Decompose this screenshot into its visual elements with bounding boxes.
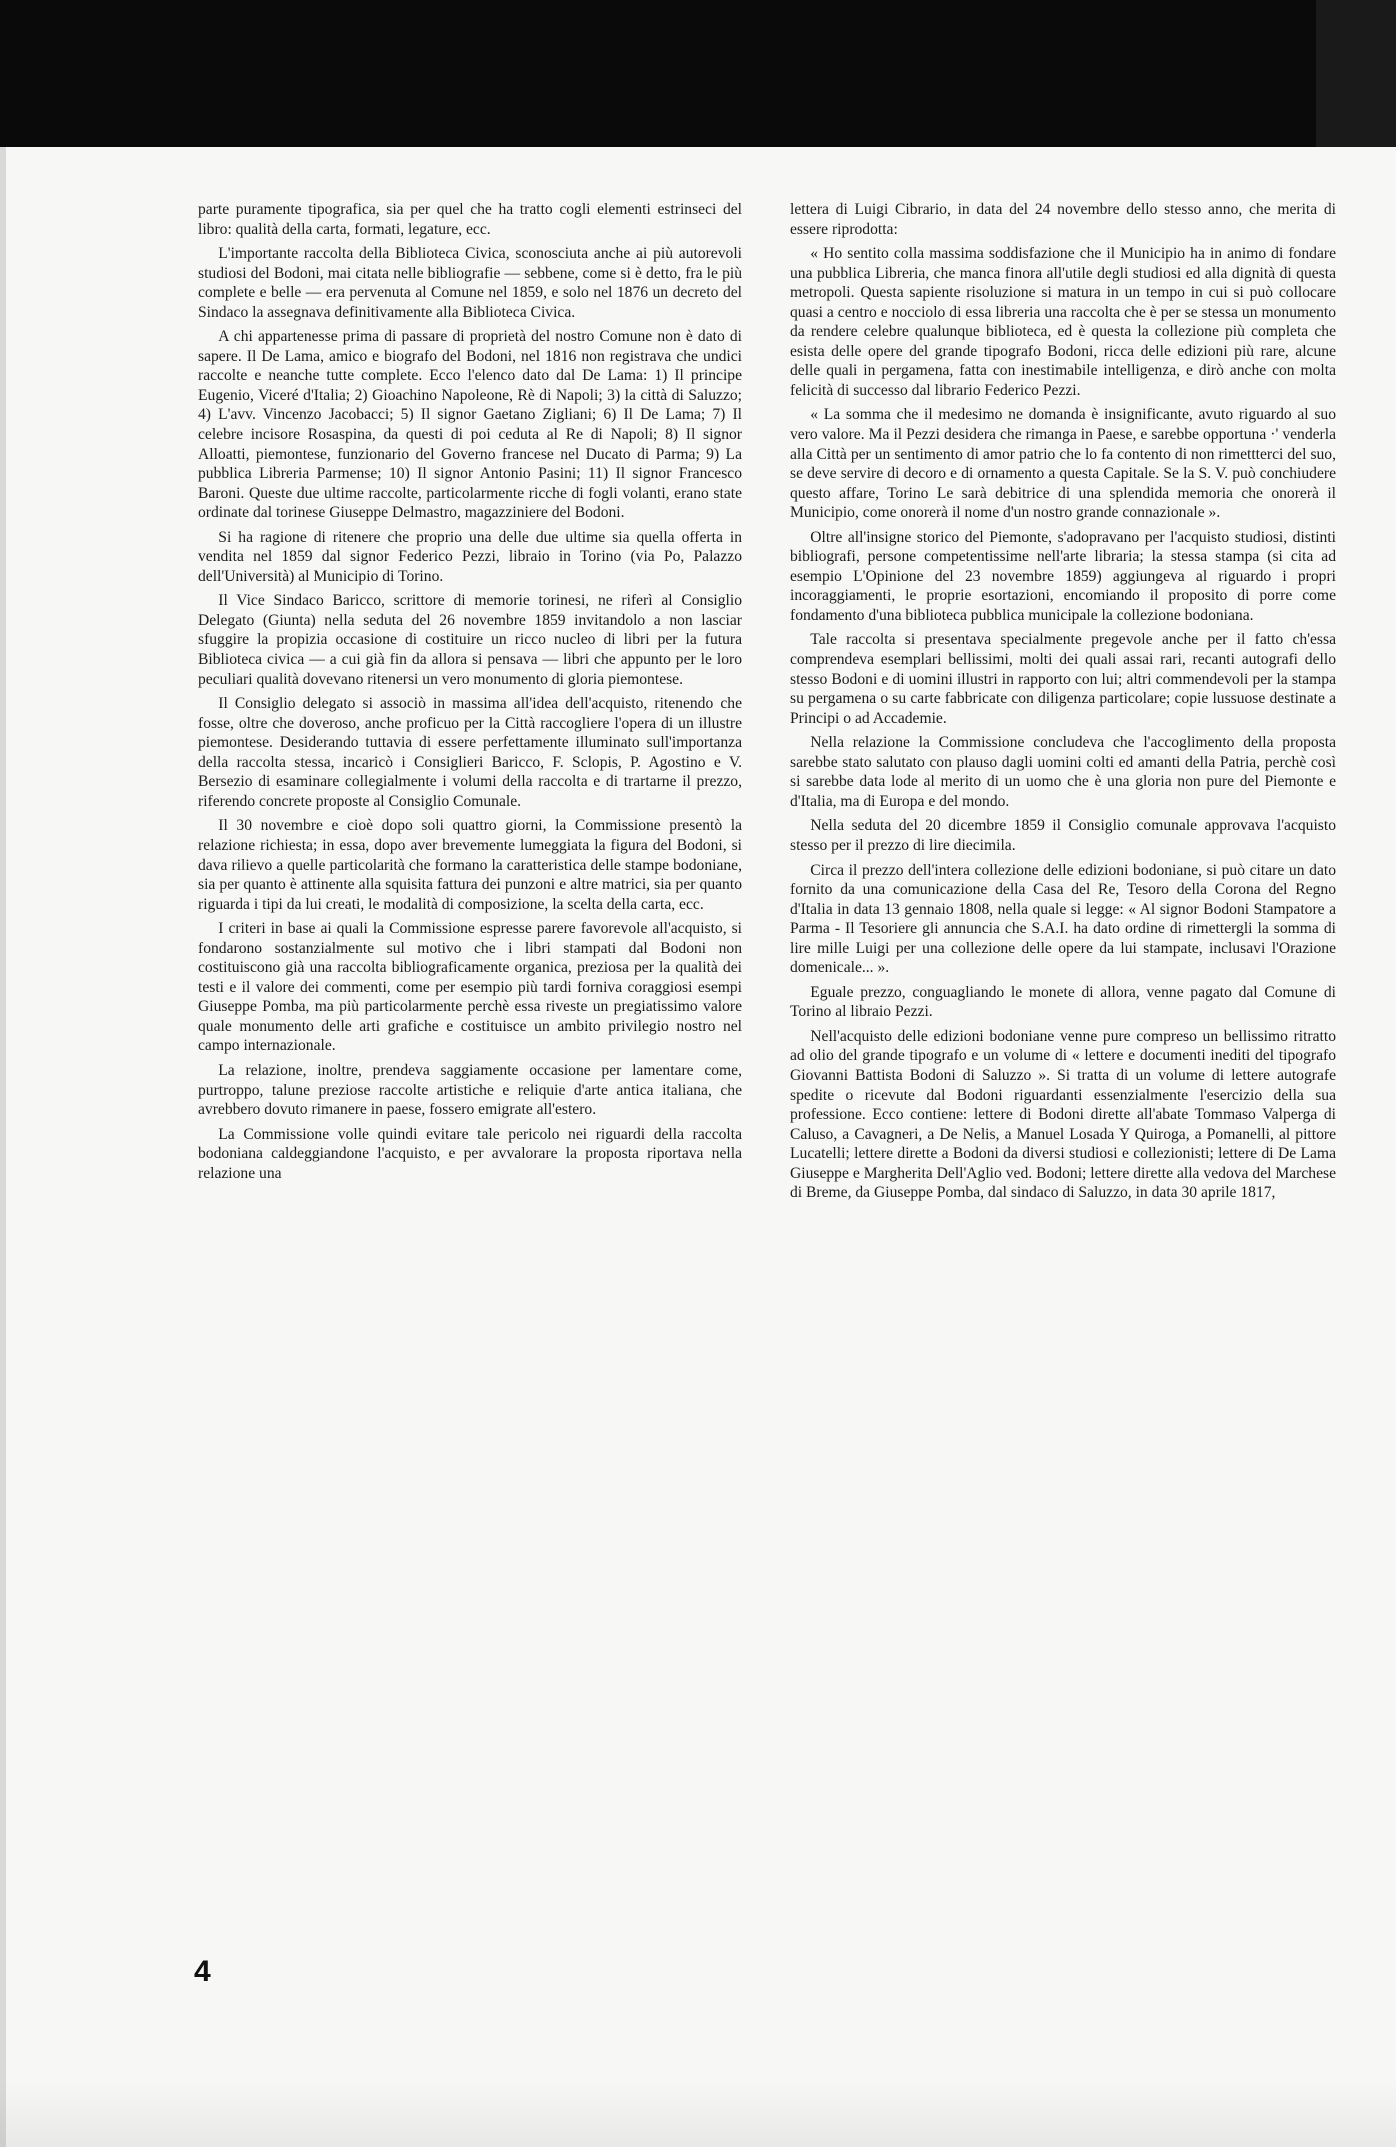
left-text-column — [198, 200, 742, 1188]
paragraph: Nell'acquisto delle edizioni bodoniane venne pure compreso un bellissimo ritratto ad olio del grande tipografo e un volume di « lettere e documenti inediti del tipografo Giovanni Battista Bodoni di Saluzzo ». Si tratta di un volume di lettere autografe spedite o ricevute dal Bodoni riguardanti essenzialmente l'esercizio della sua professione. Ecco contiene: lettere di Bodoni dirette all'abate Tommaso Valperga di Caluso, a Cavagneri, a De Nelis, a Manuel Losada Y Quiroga, a Pomanelli, al pittore Lucatelli; lettere dirette a Bodoni da diversi studiosi e collezionisti; lettere di De Lama Giuseppe e Margherita Dell'Aglio ved. Bodoni; lettere dirette alla vedova del Marchese di Breme, da Giuseppe Pomba, dal sindaco di Saluzzo, in data 30 aprile 1817, — [790, 1027, 1336, 1202]
paragraph: La Commissione volle quindi evitare tale pericolo nei riguardi della raccolta bodoniana caldeggiandone l'acquisto, e per avvalorare la proposta riportava nella relazione una — [198, 1125, 742, 1182]
quoted-letter-paragraph: « Ho sentito colla massima soddisfazione che il Municipio ha in animo di fondare una pubblica Libreria, che manca finora all'utile degli studiosi ed alla dignità di questa metropoli. Questa sapiente risoluzione si matura in un tempo in cui si può collocare quasi a centro e nocciolo di essa libreria una raccolta che è per se stessa un monumento da rendere celebre qualunque biblioteca, ed è questa la collezione più completa che esista delle opere del grande tipografo Bodoni, ricca delle edizioni più rare, alcune delle quali in pergamena, fatta con inestimabile intelligenza, e dirò anche con molta felicità di successo dal librario Federico Pezzi. — [790, 245, 1336, 399]
paragraph: parte puramente tipografica, sia per quel che ha tratto cogli elementi estrinseci del libro: qualità della carta, formati, legature, ecc. — [198, 201, 742, 238]
paragraph: Nella seduta del 20 dicembre 1859 il Consiglio comunale approvava l'acquisto stesso per il prezzo di lire diecimila. — [790, 817, 1336, 854]
paragraph: Il Consiglio delegato si associò in massima all'idea dell'acquisto, ritenendo che fosse, oltre che doveroso, anche proficuo per la Città raccogliere l'opera di un illustre piemontese. Desiderando tuttavia di essere perfettamente illuminato sull'importanza della raccolta stessa, incaricò i Consiglieri Baricco, F. Sclopis, P. Agostino e V. Bersezio di esaminare collegialmente i volumi della raccolta e di trartarne il prezzo, riferendo concrete proposte al Consiglio Comunale. — [198, 695, 742, 810]
paragraph: Eguale prezzo, conguagliando le monete di allora, venne pagato dal Comune di Torino al libraio Pezzi. — [790, 983, 1336, 1021]
scan-left-edge — [0, 147, 6, 2147]
paragraph: Il 30 novembre e cioè dopo soli quattro giorni, la Commissione presentò la relazione richiesta; in essa, dopo aver brevemente lumeggiata la figura del Bodoni, si dava rilievo a quelle particolarità che formano la caratteristica delle stampe bodoniane, sia per quanto è attinente alla squisita fattura dei punzoni e altre matrici, sia per quanto riguarda i tipi da lui creati, le modalità di composizione, la scelta della carta, ecc. — [198, 817, 742, 913]
paragraph: Il Vice Sindaco Baricco, scrittore di memorie torinesi, ne riferì al Consiglio Delegato (Giunta) nella seduta del 26 novembre 1859 invitandolo a non lasciar sfuggire la propizia occasione di costituire un ricco nucleo di libri per la futura Biblioteca civica — a cui già fin da allora si pensava — libri che appunto per le loro peculiari qualità dovevano ritenersi un vero monumento di gloria piemontese. — [198, 592, 742, 688]
paragraph: A chi appartenesse prima di passare di proprietà del nostro Comune non è dato di sapere. Il De Lama, amico e biografo del Bodoni, nel 1816 non registrava che undici raccolte e neanche tutte complete. Ecco l'elenco dato dal De Lama: 1) Il principe Eugenio, Viceré d'Italia; 2) Gioachino Napoleone, Rè di Napoli; 3) la città di Saluzzo; 4) L'avv. Vincenzo Jacobacci; 5) Il signor Gaetano Zigliani; 6) Il De Lama; 7) Il celebre incisore Rosaspina, da questi di poi ceduta al Re di Napoli; 8) Il signor Alloatti, piemontese, funzionario del Governo francese nel Ducato di Parma; 9) La pubblica Libreria Parmense; 10) Il signor Antonio Pasini; 11) Il signor Francesco Baroni. Queste due ultime raccolte, particolarmente ricche di fogli volanti, erano state ordinate dal torinese Giuseppe Delmastro, magazziniere del Bodoni. — [198, 328, 742, 522]
paragraph: Nella relazione la Commissione concludeva che l'accoglimento della proposta sarebbe stato salutato con plauso dagli uomini colti ed amanti della Patria, perchè così si sarebbe data lode al merito di un uomo che è una gloria non pure del Piemonte e d'Italia, ma di Europa e del mondo. — [790, 734, 1336, 810]
right-text-column — [790, 200, 1336, 1208]
paragraph: I criteri in base ai quali la Commissione espresse parere favorevole all'acquisto, si fondarono sostanzialmente sul motivo che i libri stampati dal Bodoni non costituiscono già una raccolta bibliograficamente organica, preziosa per la qualità dei testi e il valore dei commenti, come per esempio più tardi forniva coraggiosi esempi Giuseppe Pomba, ma più particolarmente perchè essa riveste un pregiatissimo valore quale monumento delle arti grafiche e costituisce un ambito privilegio nostro nel campo internazionale. — [198, 920, 742, 1055]
scan-bottom-shadow — [0, 2080, 1396, 2147]
paragraph: Si ha ragione di ritenere che proprio una delle due ultime sia quella offerta in vendita nel 1859 dal signor Federico Pezzi, libraio in Torino (via Po, Palazzo dell'Università) al Municipio di Torino. — [198, 528, 742, 585]
paragraph: L'importante raccolta della Biblioteca Civica, sconosciuta anche ai più autorevoli studiosi del Bodoni, mai citata nelle bibliografie — sebbene, come si è detto, fra le più complete e belle — era pervenuta al Comune nel 1859, e solo nel 1876 un decreto del Sindaco la assegnava definitivamente alla Biblioteca Civica. — [198, 245, 742, 321]
paragraph: Tale raccolta si presentava specialmente pregevole anche per il fatto ch'essa comprendeva esemplari bellissimi, molti dei quali assai rari, recanti autografi dello stesso Bodoni e di uomini illustri in rapporto con lui; altri commendevoli per la stampa su pergamena o su carte fabbricate con diligenza particolare; copie lussuose destinate a Principi o ad Accademie. — [790, 631, 1336, 727]
quoted-letter-paragraph: « La somma che il medesimo ne domanda è insignificante, avuto riguardo al suo vero valore. Ma il Pezzi desidera che rimanga in Paese, e sarebbe opportuna ·' venderla alla Città per un sentimento di amor patrio che lo fa contento di non rimettterci del suo, se deve servire di decoro e di ornamento a questa Capitale. Se la S. V. può conchiudere questo affare, Torino Le sarà debitrice di una splendida memoria che onorerà il Municipio, come onorerà il nome d'un nostro grande connazionale ». — [790, 406, 1336, 522]
page-number: 4 — [194, 1955, 211, 1988]
scan-top-dark-band — [0, 0, 1396, 147]
paragraph: lettera di Luigi Cibrario, in data del 24 novembre dello stesso anno, che merita di essere riprodotta: — [790, 201, 1336, 238]
paragraph: La relazione, inoltre, prendeva saggiamente occasione per lamentare come, purtroppo, talune preziose raccolte artistiche e reliquie d'arte antica italiana, che avrebbero dovuto rimanere in paese, fossero emigrate all'estero. — [198, 1061, 742, 1119]
paragraph: Circa il prezzo dell'intera collezione delle edizioni bodoniane, si può citare un dato fornito da una comunicazione della Casa del Re, Tesoro della Corona del Regno d'Italia in data 13 gennaio 1808, nella quale si legge: « Al signor Bodoni Stampatore a Parma - Il Tesoriere gli annuncia che S.A.I. ha dato ordine di rimettergli la somma di lire mille Luigi per una collezione delle opere da lui stampate, inclusavi l'Orazione domenicale... ». — [790, 861, 1336, 977]
paragraph: Oltre all'insigne storico del Piemonte, s'adopravano per l'acquisto studiosi, distinti bibliografi, persone competentissime nell'arte libraria; la stessa stampa (si cita ad esempio L'Opinione del 23 novembre 1859) aggiungeva al riguardo i propri incoraggiamenti, le proprie esortazioni, encomiando il proposito di porre come fondamento d'una biblioteca pubblica municipale la collezione bodoniana. — [790, 528, 1336, 624]
